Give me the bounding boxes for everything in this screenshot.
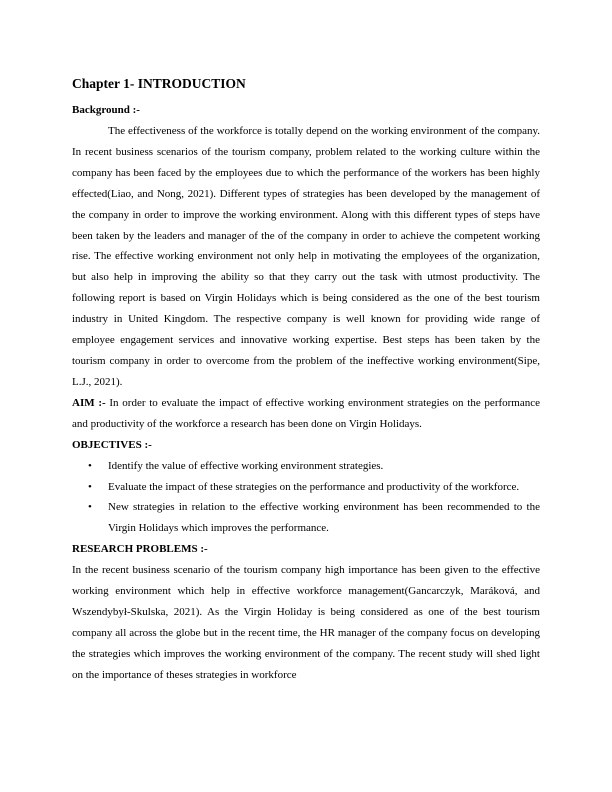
objectives-heading: OBJECTIVES :- bbox=[72, 438, 152, 451]
page-content bbox=[72, 74, 540, 686]
background-heading: Background :- bbox=[72, 104, 140, 116]
research-problems-heading: RESEARCH PROBLEMS :- bbox=[72, 543, 208, 556]
aim-paragraph bbox=[72, 393, 540, 435]
objectives-list bbox=[72, 456, 540, 540]
objective-text: Identify the value of effective working environment strategies. bbox=[108, 459, 384, 472]
objective-text: Evaluate the impact of these strategies on the performance and productivity of the workforce. bbox=[108, 480, 520, 493]
bullet-icon: • bbox=[88, 501, 92, 514]
background-paragraph: The effectiveness of the workforce is totally depend on the working environment of the company. In recent business scenarios of the tourism company, problem related to the working culture within the company has been faced by the employees due to which the performance of the workers has been highly effected(Liao, and Nong, 2021). Different types of strategies has been developed by the management of the company in order to improve the working environment. Along with this different types of steps have been taken by the leaders and manager of the of the company in order to achieve the competent working rise. The effective working environment not only help in motivating the employees of the organization, but also help in improving the ability so that they carry out the task with utmost productivity. The following report is based on Virgin Holidays which is being considered as the one of the best tourism industry in United Kingdom. The respective company is well known for providing wide range of employee engagement services and innovative working expertise. Best steps has been taken by the tourism company in order to overcome from the problem of the ineffective working environment(Sipe, L.J., 2021). bbox=[72, 125, 540, 388]
objective-text: New strategies in relation to the effective working environment has been recommended to the Virgin Holidays which improves the performance. bbox=[108, 501, 540, 535]
bullet-icon: • bbox=[88, 459, 92, 472]
aim-label: AIM :- bbox=[72, 396, 106, 409]
objective-item bbox=[88, 497, 540, 539]
chapter-title: Chapter 1- INTRODUCTION bbox=[72, 76, 246, 91]
research-problems-paragraph: In the recent business scenario of the tourism company high importance has been given to the effective working environment which help in effective workforce management(Gancarczyk, Maráková, and Wszendybył-Skulska, 2021). As the Virgin Holiday is being considered as one of the best tourism company all across the globe but in the recent time, the HR manager of the company focus on developing the strategies which improves the working environment of the company. The recent study will shed light on the importance of theses strategies in workforce bbox=[72, 564, 540, 681]
objective-item bbox=[88, 477, 540, 498]
objective-item bbox=[88, 456, 540, 477]
bullet-icon: • bbox=[88, 480, 92, 493]
aim-text: In order to evaluate the impact of effective working environment strategies on the performance and productivity of the workforce a research has been done on Virgin Holidays. bbox=[72, 396, 541, 430]
